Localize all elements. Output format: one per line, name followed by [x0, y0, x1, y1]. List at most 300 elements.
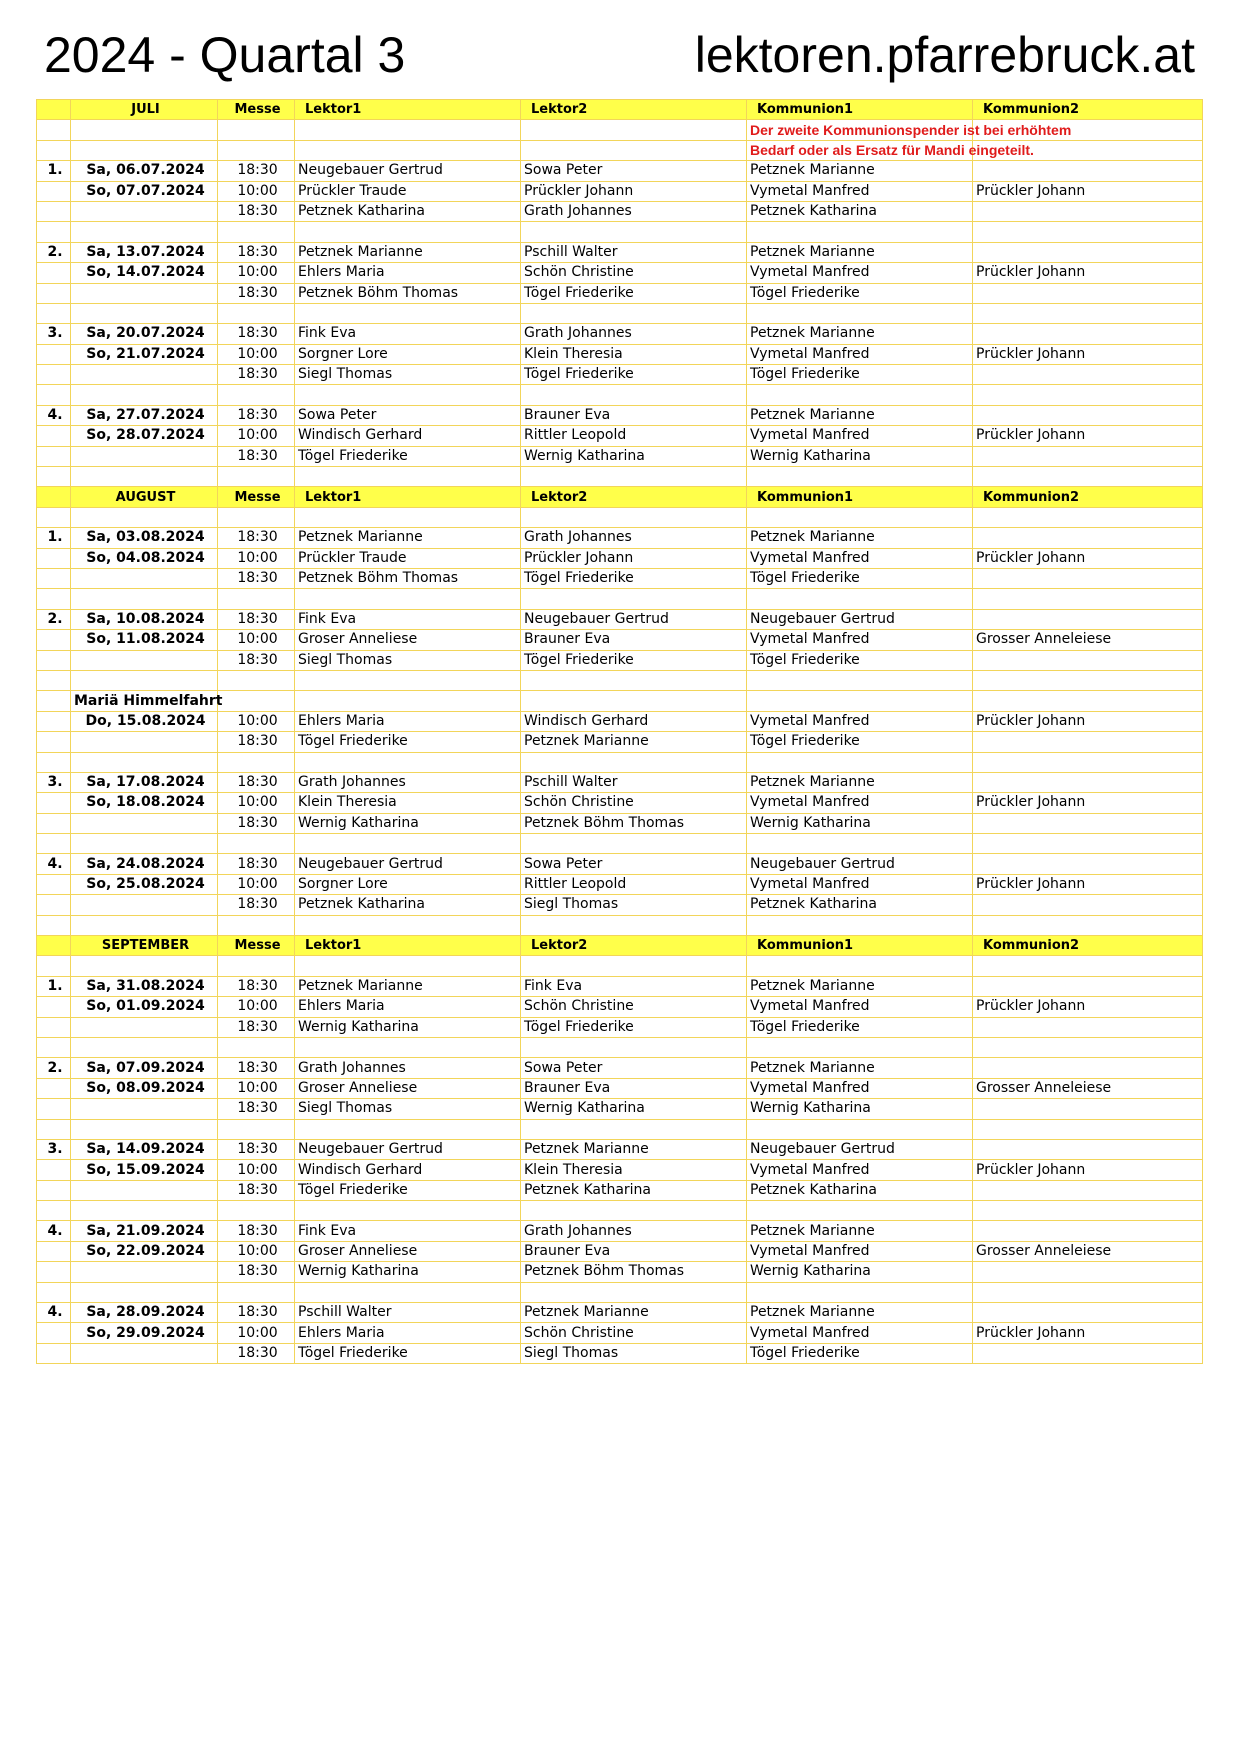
cell-kommunion2 — [973, 242, 1203, 262]
cell-kommunion1: Vymetal Manfred — [747, 997, 973, 1017]
cell-mass-time: 18:30 — [218, 1343, 295, 1363]
cell-lektor1: Groser Anneliese — [295, 630, 521, 650]
cell-kommunion1: Vymetal Manfred — [747, 263, 973, 283]
cell-week-number — [37, 650, 71, 670]
cell-lektor2 — [521, 1119, 747, 1139]
cell-week-number — [37, 426, 71, 446]
cell-kommunion1: Petznek Marianne — [747, 324, 973, 344]
cell-lektor1 — [295, 915, 521, 935]
cell-kommunion1 — [747, 1119, 973, 1139]
cell-week-number: 2. — [37, 609, 71, 629]
cell-lektor1 — [295, 589, 521, 609]
cell-kommunion2 — [973, 976, 1203, 996]
header-mass-time: Messe — [218, 100, 295, 120]
cell-week-number — [37, 120, 71, 140]
cell-kommunion2 — [973, 365, 1203, 385]
table-row — [37, 650, 1203, 670]
cell-lektor2: Brauner Eva — [521, 1078, 747, 1098]
cell-week-number — [37, 1119, 71, 1139]
cell-lektor1: Petznek Marianne — [295, 242, 521, 262]
cell-kommunion2 — [973, 589, 1203, 609]
cell-week-number: 2. — [37, 242, 71, 262]
table-row — [37, 976, 1203, 996]
table-row — [37, 405, 1203, 425]
cell-lektor1: Prückler Traude — [295, 548, 521, 568]
cell-lektor2: Grath Johannes — [521, 201, 747, 221]
cell-kommunion1: Vymetal Manfred — [747, 1241, 973, 1261]
cell-kommunion1 — [747, 467, 973, 487]
header-lektor1: Lektor1 — [295, 487, 521, 507]
table-row — [37, 732, 1203, 752]
cell-mass-time: 10:00 — [218, 181, 295, 201]
cell-week-number: 3. — [37, 772, 71, 792]
cell-mass-time: 10:00 — [218, 548, 295, 568]
cell-kommunion2 — [973, 1282, 1203, 1302]
header-lektor1: Lektor1 — [295, 936, 521, 956]
cell-week-number — [37, 670, 71, 690]
cell-week-number — [37, 1262, 71, 1282]
cell-lektor1: Ehlers Maria — [295, 711, 521, 731]
table-row — [37, 528, 1203, 548]
cell-lektor1 — [295, 956, 521, 976]
cell-kommunion1: Wernig Katharina — [747, 1099, 973, 1119]
cell-kommunion1: Vymetal Manfred — [747, 548, 973, 568]
cell-lektor2: Schön Christine — [521, 793, 747, 813]
cell-kommunion2: Grosser Anneleiese — [973, 1078, 1203, 1098]
cell-week-number — [37, 303, 71, 323]
cell-lektor2 — [521, 1282, 747, 1302]
cell-lektor1: Tögel Friederike — [295, 1343, 521, 1363]
cell-kommunion2 — [973, 1058, 1203, 1078]
cell-mass-time: 18:30 — [218, 283, 295, 303]
cell-kommunion2 — [973, 1099, 1203, 1119]
cell-lektor2: Fink Eva — [521, 976, 747, 996]
cell-kommunion2 — [973, 324, 1203, 344]
cell-kommunion1 — [747, 834, 973, 854]
cell-lektor1: Prückler Traude — [295, 181, 521, 201]
cell-lektor2: Schön Christine — [521, 263, 747, 283]
cell-lektor2: Tögel Friederike — [521, 365, 747, 385]
cell-kommunion2 — [973, 915, 1203, 935]
cell-kommunion1 — [747, 385, 973, 405]
cell-date — [71, 1099, 218, 1119]
cell-date — [71, 834, 218, 854]
cell-kommunion2 — [973, 161, 1203, 181]
cell-week-number — [37, 895, 71, 915]
cell-lektor1: Tögel Friederike — [295, 1180, 521, 1200]
cell-date: So, 07.07.2024 — [71, 181, 218, 201]
cell-lektor1 — [295, 222, 521, 242]
cell-week-number — [37, 752, 71, 772]
cell-lektor1: Siegl Thomas — [295, 650, 521, 670]
cell-date — [71, 956, 218, 976]
cell-lektor1 — [295, 467, 521, 487]
table-row — [37, 813, 1203, 833]
cell-lektor1 — [295, 385, 521, 405]
month-header-row — [37, 936, 1203, 956]
cell-kommunion1: Neugebauer Gertrud — [747, 854, 973, 874]
cell-mass-time — [218, 915, 295, 935]
cell-mass-time: 18:30 — [218, 1017, 295, 1037]
cell-mass-time: 18:30 — [218, 976, 295, 996]
cell-lektor1 — [295, 120, 521, 140]
cell-kommunion2 — [973, 670, 1203, 690]
cell-lektor1: Wernig Katharina — [295, 1262, 521, 1282]
cell-date: Do, 15.08.2024 — [71, 711, 218, 731]
cell-kommunion2: Prückler Johann — [973, 711, 1203, 731]
cell-lektor2: Pschill Walter — [521, 242, 747, 262]
spacer-row — [37, 915, 1203, 935]
cell-date: So, 14.07.2024 — [71, 263, 218, 283]
cell-date — [71, 222, 218, 242]
cell-kommunion1: Vymetal Manfred — [747, 344, 973, 364]
cell-mass-time: 18:30 — [218, 895, 295, 915]
cell-kommunion1: Petznek Katharina — [747, 201, 973, 221]
cell-lektor1 — [295, 1037, 521, 1057]
cell-lektor2: Petznek Marianne — [521, 732, 747, 752]
cell-date: So, 11.08.2024 — [71, 630, 218, 650]
cell-kommunion2 — [973, 1017, 1203, 1037]
schedule-body — [37, 100, 1203, 1364]
cell-mass-time: 18:30 — [218, 1139, 295, 1159]
cell-date — [71, 365, 218, 385]
cell-week-number — [37, 365, 71, 385]
cell-lektor2: Klein Theresia — [521, 1160, 747, 1180]
cell-week-number — [37, 548, 71, 568]
cell-mass-time: 10:00 — [218, 997, 295, 1017]
cell-kommunion1: Vymetal Manfred — [747, 1323, 973, 1343]
cell-mass-time: 10:00 — [218, 1160, 295, 1180]
table-row — [37, 365, 1203, 385]
cell-mass-time: 10:00 — [218, 793, 295, 813]
cell-date: Sa, 03.08.2024 — [71, 528, 218, 548]
cell-mass-time: 18:30 — [218, 1221, 295, 1241]
cell-date: Sa, 07.09.2024 — [71, 1058, 218, 1078]
cell-date: So, 21.07.2024 — [71, 344, 218, 364]
cell-week-number — [37, 467, 71, 487]
table-row — [37, 1180, 1203, 1200]
cell-week-number — [37, 956, 71, 976]
table-row — [37, 201, 1203, 221]
cell-date: Sa, 10.08.2024 — [71, 609, 218, 629]
cell-kommunion1: Petznek Katharina — [747, 895, 973, 915]
cell-date: Sa, 13.07.2024 — [71, 242, 218, 262]
cell-kommunion2 — [973, 1201, 1203, 1221]
cell-date: So, 25.08.2024 — [71, 874, 218, 894]
cell-week-number — [37, 915, 71, 935]
cell-lektor2 — [521, 752, 747, 772]
cell-mass-time: 18:30 — [218, 609, 295, 629]
cell-kommunion2: Prückler Johann — [973, 874, 1203, 894]
cell-kommunion1 — [747, 1282, 973, 1302]
cell-lektor1 — [295, 1282, 521, 1302]
cell-lektor1: Grath Johannes — [295, 1058, 521, 1078]
table-row — [37, 161, 1203, 181]
header-lektor1: Lektor1 — [295, 100, 521, 120]
cell-kommunion1: Wernig Katharina — [747, 446, 973, 466]
cell-date — [71, 1201, 218, 1221]
table-row — [37, 1303, 1203, 1323]
cell-kommunion2 — [973, 1303, 1203, 1323]
table-row — [37, 691, 1203, 711]
cell-week-number: 4. — [37, 405, 71, 425]
cell-lektor2: Petznek Böhm Thomas — [521, 1262, 747, 1282]
month-header-row — [37, 487, 1203, 507]
cell-mass-time: 10:00 — [218, 874, 295, 894]
cell-week-number — [37, 711, 71, 731]
cell-lektor2: Petznek Marianne — [521, 1303, 747, 1323]
cell-date — [71, 467, 218, 487]
cell-date — [71, 732, 218, 752]
cell-lektor1 — [295, 752, 521, 772]
cell-mass-time: 18:30 — [218, 1099, 295, 1119]
cell-week-number: 4. — [37, 854, 71, 874]
cell-kommunion1 — [747, 915, 973, 935]
table-row — [37, 1058, 1203, 1078]
cell-date — [71, 1343, 218, 1363]
cell-kommunion2 — [973, 1119, 1203, 1139]
cell-kommunion1: Tögel Friederike — [747, 1343, 973, 1363]
cell-mass-time: 10:00 — [218, 263, 295, 283]
cell-kommunion1: Neugebauer Gertrud — [747, 609, 973, 629]
header-lektor2: Lektor2 — [521, 487, 747, 507]
spacer-row — [37, 1282, 1203, 1302]
cell-lektor2: Siegl Thomas — [521, 895, 747, 915]
cell-week-number — [37, 1201, 71, 1221]
cell-kommunion1 — [747, 222, 973, 242]
cell-kommunion1: Vymetal Manfred — [747, 630, 973, 650]
cell-lektor1: Tögel Friederike — [295, 732, 521, 752]
cell-week-number — [37, 1282, 71, 1302]
cell-kommunion2 — [973, 854, 1203, 874]
cell-date: So, 28.07.2024 — [71, 426, 218, 446]
header-mass-time: Messe — [218, 487, 295, 507]
cell-mass-time: 18:30 — [218, 446, 295, 466]
cell-week-number: 1. — [37, 161, 71, 181]
cell-week-number: 3. — [37, 324, 71, 344]
cell-date — [71, 895, 218, 915]
cell-date: Sa, 27.07.2024 — [71, 405, 218, 425]
cell-kommunion2: Prückler Johann — [973, 1160, 1203, 1180]
cell-week-number — [37, 283, 71, 303]
cell-lektor2 — [521, 120, 747, 140]
cell-mass-time: 18:30 — [218, 324, 295, 344]
cell-lektor2: Tögel Friederike — [521, 650, 747, 670]
cell-date — [71, 752, 218, 772]
cell-kommunion2 — [973, 691, 1203, 711]
cell-kommunion1 — [747, 303, 973, 323]
cell-kommunion2: Prückler Johann — [973, 793, 1203, 813]
cell-mass-time — [218, 1201, 295, 1221]
table-row — [37, 895, 1203, 915]
cell-week-number: 1. — [37, 976, 71, 996]
cell-lektor2 — [521, 589, 747, 609]
cell-week-number — [37, 385, 71, 405]
cell-kommunion2 — [973, 1037, 1203, 1057]
cell-week-number — [37, 446, 71, 466]
cell-week-number — [37, 793, 71, 813]
cell-week-number — [37, 1017, 71, 1037]
table-row — [37, 1017, 1203, 1037]
cell-mass-time — [218, 1282, 295, 1302]
spacer-row — [37, 956, 1203, 976]
cell-lektor1 — [295, 507, 521, 527]
cell-lektor2: Brauner Eva — [521, 1241, 747, 1261]
table-row — [37, 548, 1203, 568]
cell-week-number: 4. — [37, 1303, 71, 1323]
cell-lektor1: Petznek Marianne — [295, 528, 521, 548]
cell-date — [71, 1282, 218, 1302]
cell-date: Mariä Himmelfahrt — [71, 691, 218, 711]
cell-date — [71, 813, 218, 833]
cell-lektor1: Petznek Katharina — [295, 895, 521, 915]
table-row — [37, 711, 1203, 731]
cell-kommunion2: Grosser Anneleiese — [973, 1241, 1203, 1261]
table-row — [37, 446, 1203, 466]
header-week-number — [37, 936, 71, 956]
cell-kommunion2: Prückler Johann — [973, 548, 1203, 568]
cell-lektor2: Neugebauer Gertrud — [521, 609, 747, 629]
cell-week-number — [37, 1343, 71, 1363]
header-week-number — [37, 487, 71, 507]
cell-date — [71, 507, 218, 527]
cell-mass-time — [218, 303, 295, 323]
cell-date — [71, 1037, 218, 1057]
table-row — [37, 1221, 1203, 1241]
cell-lektor2: Rittler Leopold — [521, 874, 747, 894]
cell-lektor1: Grath Johannes — [295, 772, 521, 792]
cell-date — [71, 589, 218, 609]
table-row — [37, 874, 1203, 894]
cell-mass-time: 18:30 — [218, 813, 295, 833]
header-kommunion1: Kommunion1 — [747, 936, 973, 956]
cell-kommunion2: Grosser Anneleiese — [973, 630, 1203, 650]
cell-lektor1: Wernig Katharina — [295, 813, 521, 833]
table-row — [37, 324, 1203, 344]
cell-kommunion1: Vymetal Manfred — [747, 181, 973, 201]
cell-lektor2: Wernig Katharina — [521, 446, 747, 466]
cell-week-number — [37, 691, 71, 711]
cell-week-number — [37, 1160, 71, 1180]
cell-kommunion1: Petznek Marianne — [747, 976, 973, 996]
cell-kommunion2 — [973, 1262, 1203, 1282]
table-row — [37, 344, 1203, 364]
table-row — [37, 1160, 1203, 1180]
cell-week-number — [37, 1078, 71, 1098]
cell-kommunion1: Wernig Katharina — [747, 1262, 973, 1282]
cell-date — [71, 446, 218, 466]
cell-mass-time: 18:30 — [218, 1058, 295, 1078]
cell-lektor2: Grath Johannes — [521, 528, 747, 548]
cell-date — [71, 568, 218, 588]
cell-kommunion1: Tögel Friederike — [747, 732, 973, 752]
cell-kommunion1: Petznek Marianne — [747, 161, 973, 181]
cell-lektor2 — [521, 670, 747, 690]
table-row — [37, 1139, 1203, 1159]
cell-lektor2 — [521, 915, 747, 935]
cell-kommunion2 — [973, 385, 1203, 405]
cell-week-number — [37, 1099, 71, 1119]
cell-lektor1: Petznek Böhm Thomas — [295, 568, 521, 588]
cell-kommunion1: Neugebauer Gertrud — [747, 1139, 973, 1159]
cell-date: So, 18.08.2024 — [71, 793, 218, 813]
cell-date — [71, 303, 218, 323]
cell-kommunion2 — [973, 772, 1203, 792]
cell-mass-time: 18:30 — [218, 1180, 295, 1200]
table-row — [37, 1078, 1203, 1098]
cell-mass-time: 10:00 — [218, 426, 295, 446]
spacer-row — [37, 507, 1203, 527]
spacer-row — [37, 752, 1203, 772]
cell-lektor1: Sowa Peter — [295, 405, 521, 425]
cell-week-number — [37, 1037, 71, 1057]
cell-week-number — [37, 568, 71, 588]
table-row — [37, 283, 1203, 303]
cell-lektor1: Neugebauer Gertrud — [295, 1139, 521, 1159]
cell-lektor2: Tögel Friederike — [521, 283, 747, 303]
cell-mass-time — [218, 691, 295, 711]
header-kommunion2: Kommunion2 — [973, 100, 1203, 120]
cell-mass-time — [218, 140, 295, 160]
cell-kommunion1 — [747, 670, 973, 690]
cell-week-number — [37, 222, 71, 242]
cell-kommunion1 — [747, 1037, 973, 1057]
cell-lektor2: Grath Johannes — [521, 324, 747, 344]
cell-kommunion2 — [973, 609, 1203, 629]
cell-lektor1 — [295, 691, 521, 711]
cell-mass-time — [218, 507, 295, 527]
cell-kommunion1: Tögel Friederike — [747, 283, 973, 303]
cell-date — [71, 140, 218, 160]
cell-lektor2 — [521, 691, 747, 711]
cell-kommunion2 — [973, 732, 1203, 752]
cell-lektor2: Sowa Peter — [521, 1058, 747, 1078]
cell-lektor1 — [295, 1201, 521, 1221]
cell-mass-time: 18:30 — [218, 161, 295, 181]
header-mass-time: Messe — [218, 936, 295, 956]
cell-lektor1: Klein Theresia — [295, 793, 521, 813]
cell-lektor1 — [295, 140, 521, 160]
cell-week-number — [37, 344, 71, 364]
cell-kommunion2: Prückler Johann — [973, 344, 1203, 364]
cell-date: Sa, 06.07.2024 — [71, 161, 218, 181]
cell-lektor2 — [521, 1037, 747, 1057]
cell-lektor2: Brauner Eva — [521, 405, 747, 425]
header-kommunion2: Kommunion2 — [973, 487, 1203, 507]
cell-kommunion1: Tögel Friederike — [747, 568, 973, 588]
cell-mass-time — [218, 385, 295, 405]
cell-lektor2: Prückler Johann — [521, 548, 747, 568]
cell-date: So, 15.09.2024 — [71, 1160, 218, 1180]
cell-kommunion2 — [973, 303, 1203, 323]
cell-lektor1: Wernig Katharina — [295, 1017, 521, 1037]
cell-date — [71, 1262, 218, 1282]
cell-lektor1: Windisch Gerhard — [295, 1160, 521, 1180]
cell-lektor1: Neugebauer Gertrud — [295, 854, 521, 874]
cell-kommunion2 — [973, 1221, 1203, 1241]
table-row — [37, 1323, 1203, 1343]
cell-lektor1: Sorgner Lore — [295, 874, 521, 894]
table-row — [37, 1262, 1203, 1282]
cell-kommunion1 — [747, 507, 973, 527]
cell-mass-time — [218, 670, 295, 690]
cell-kommunion2 — [973, 201, 1203, 221]
cell-kommunion2: Prückler Johann — [973, 426, 1203, 446]
cell-lektor1: Fink Eva — [295, 1221, 521, 1241]
cell-kommunion1: Tögel Friederike — [747, 1017, 973, 1037]
cell-mass-time — [218, 222, 295, 242]
spacer-row — [37, 589, 1203, 609]
